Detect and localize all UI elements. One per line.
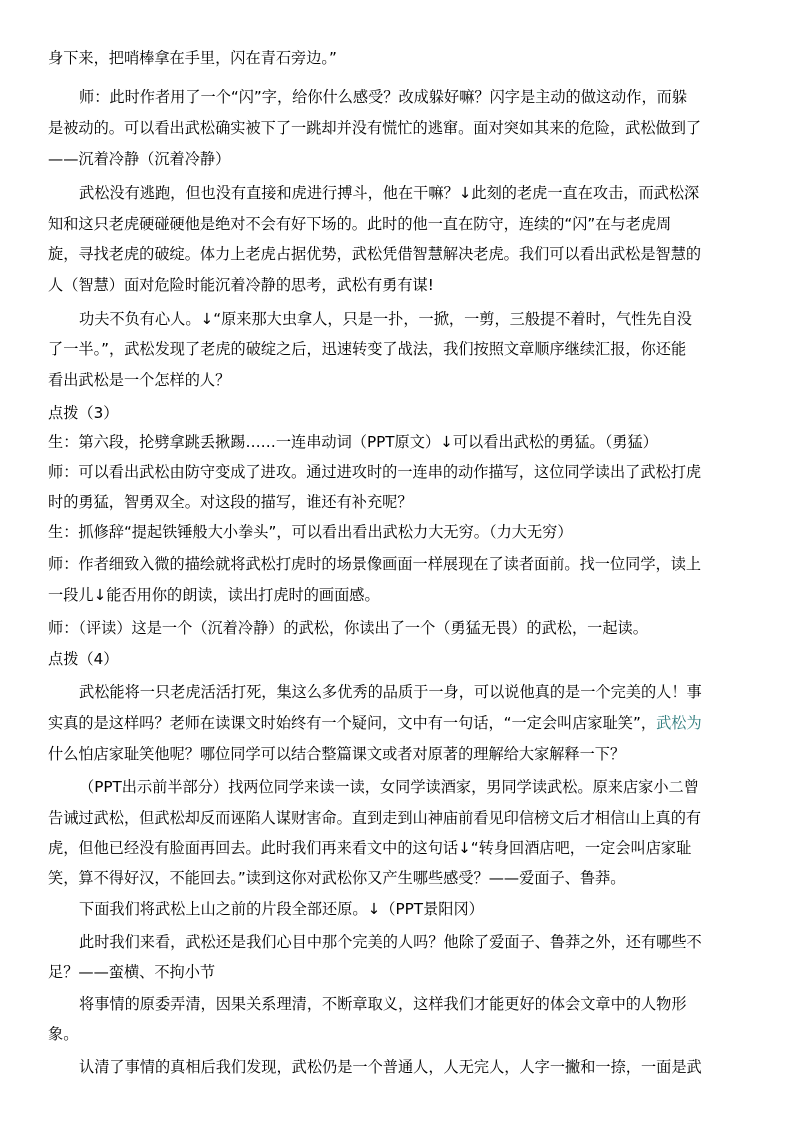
section-heading: 点拨（3） xyxy=(48,404,119,422)
text-line: 知和这只老虎硬碰硬他是绝对不会有好下场的。此时的他一直在防守，连续的“闪”在与老虎周 xyxy=(48,215,672,233)
text-line: 旋，寻找老虎的破绽。体力上老虎占据优势，武松凭借智慧解决老虎。我们可以看出武松是智慧的 xyxy=(48,245,702,263)
text-line: 武松没有逃跑，但也没有直接和虎进行搏斗，他在干嘛？↓此刻的老虎一直在攻击，而武松深 xyxy=(79,184,700,202)
text-line: 虎，但他已经没有脸面再回去。此时我们再来看文中的这句话↓“转身回酒店吧，一定会叫店家耻 xyxy=(48,839,692,857)
text-line: 功夫不负有心人。↓“原来那大虫拿人，只是一扑，一掀，一剪，三般提不着时，气性先自没 xyxy=(79,310,692,328)
text-line: 是被动的。可以看出武松确实被下了一跳却并没有慌忙的逃窜。面对突如其来的危险，武松做到了 xyxy=(48,119,702,137)
text-line: 身下来，把哨棒拿在手里，闪在青石旁边。” xyxy=(48,49,337,67)
text-line: 师：可以看出武松由防守变成了进攻。通过进攻时的一连串的动作描写，这位同学读出了武松打虎 xyxy=(48,463,702,481)
text-line: 时的勇猛，智勇双全。对这段的描写，谁还有补充呢？ xyxy=(48,493,413,511)
text-line: 笑，算不得好汉，不能回去。”读到这你对武松你又产生哪些感受？——爱面子、鲁莽。 xyxy=(48,869,626,887)
text-line: 象。 xyxy=(48,1025,79,1043)
text-line: 武松能将一只老虎活活打死，集这么多优秀的品质于一身，可以说他真的是一个完美的人！事 xyxy=(79,683,702,701)
text-line: 人（智慧）面对危险时能沉着冷静的思考，武松有勇有谋! xyxy=(48,276,434,294)
text-line: 什么怕店家耻笑他呢？哪位同学可以结合整篇课文或者对原著的理解给大家解释一下？ xyxy=(48,745,626,763)
text-line: 师：此时作者用了一个“闪”字，给你什么感受？改成躲好嘛？闪字是主动的做这动作，而躲 xyxy=(79,88,688,106)
text-line: 生：抓修辞“提起铁锤般大小拳头”，可以看出看出武松力大无穷。（力大无穷） xyxy=(48,523,573,541)
text-line: 师：作者细致入微的描绘就将武松打虎时的场景像画面一样展现在了读者面前。找一位同学，读上 xyxy=(48,555,702,573)
text-line-main: 实真的是这样吗？老师在读课文时始终有一个疑问，文中有一句话，“一定会叫店家耻笑”， xyxy=(48,714,657,732)
text-line: 生：第六段，抡劈拿跳丢揪踢……一连串动词（PPT原文）↓可以看出武松的勇猛。（勇猛） xyxy=(48,433,658,451)
text-line: 了一半。”，武松发现了老虎的破绽之后，迅速转变了战法，我们按照文章顺序继续汇报，你还能 xyxy=(48,340,687,358)
text-line: 此时我们来看，武松还是我们心目中那个完美的人吗？他除了爱面子、鲁莽之外，还有哪些不 xyxy=(79,933,702,951)
text-line: 看出武松是一个怎样的人？ xyxy=(48,371,231,389)
text-line: 将事情的原委弄清，因果关系理清，不断章取义，这样我们才能更好的体会文章中的人物形 xyxy=(79,995,687,1013)
text-line: 师：（评读）这是一个（沉着冷静）的武松，你读出了一个（勇猛无畏）的武松，一起读。 xyxy=(48,619,648,637)
text-line: ——沉着冷静（沉着冷静） xyxy=(48,150,231,168)
text-line: 足？——蛮横、不拘小节 xyxy=(48,963,216,981)
text-line xyxy=(48,713,746,733)
highlighted-text: 武松为 xyxy=(656,714,702,732)
text-line: 下面我们将武松上山之前的片段全部还原。↓（PPT景阳冈） xyxy=(79,900,484,918)
text-line: （PPT出示前半部分）找两位同学来读一读，女同学读酒家，男同学读武松。原来店家小二曾 xyxy=(79,778,699,796)
text-line: 告诫过武松，但武松却反而诬陷人谋财害命。直到走到山神庙前看见印信榜文后才相信山上真的有 xyxy=(48,809,702,827)
text-line: 认清了事情的真相后我们发现，武松仍是一个普通人，人无完人，人字一撇和一捺，一面是武 xyxy=(79,1058,702,1076)
text-line: 一段儿↓能否用你的朗读，读出打虎时的画面感。 xyxy=(48,586,380,604)
section-heading: 点拨（4） xyxy=(48,650,119,668)
